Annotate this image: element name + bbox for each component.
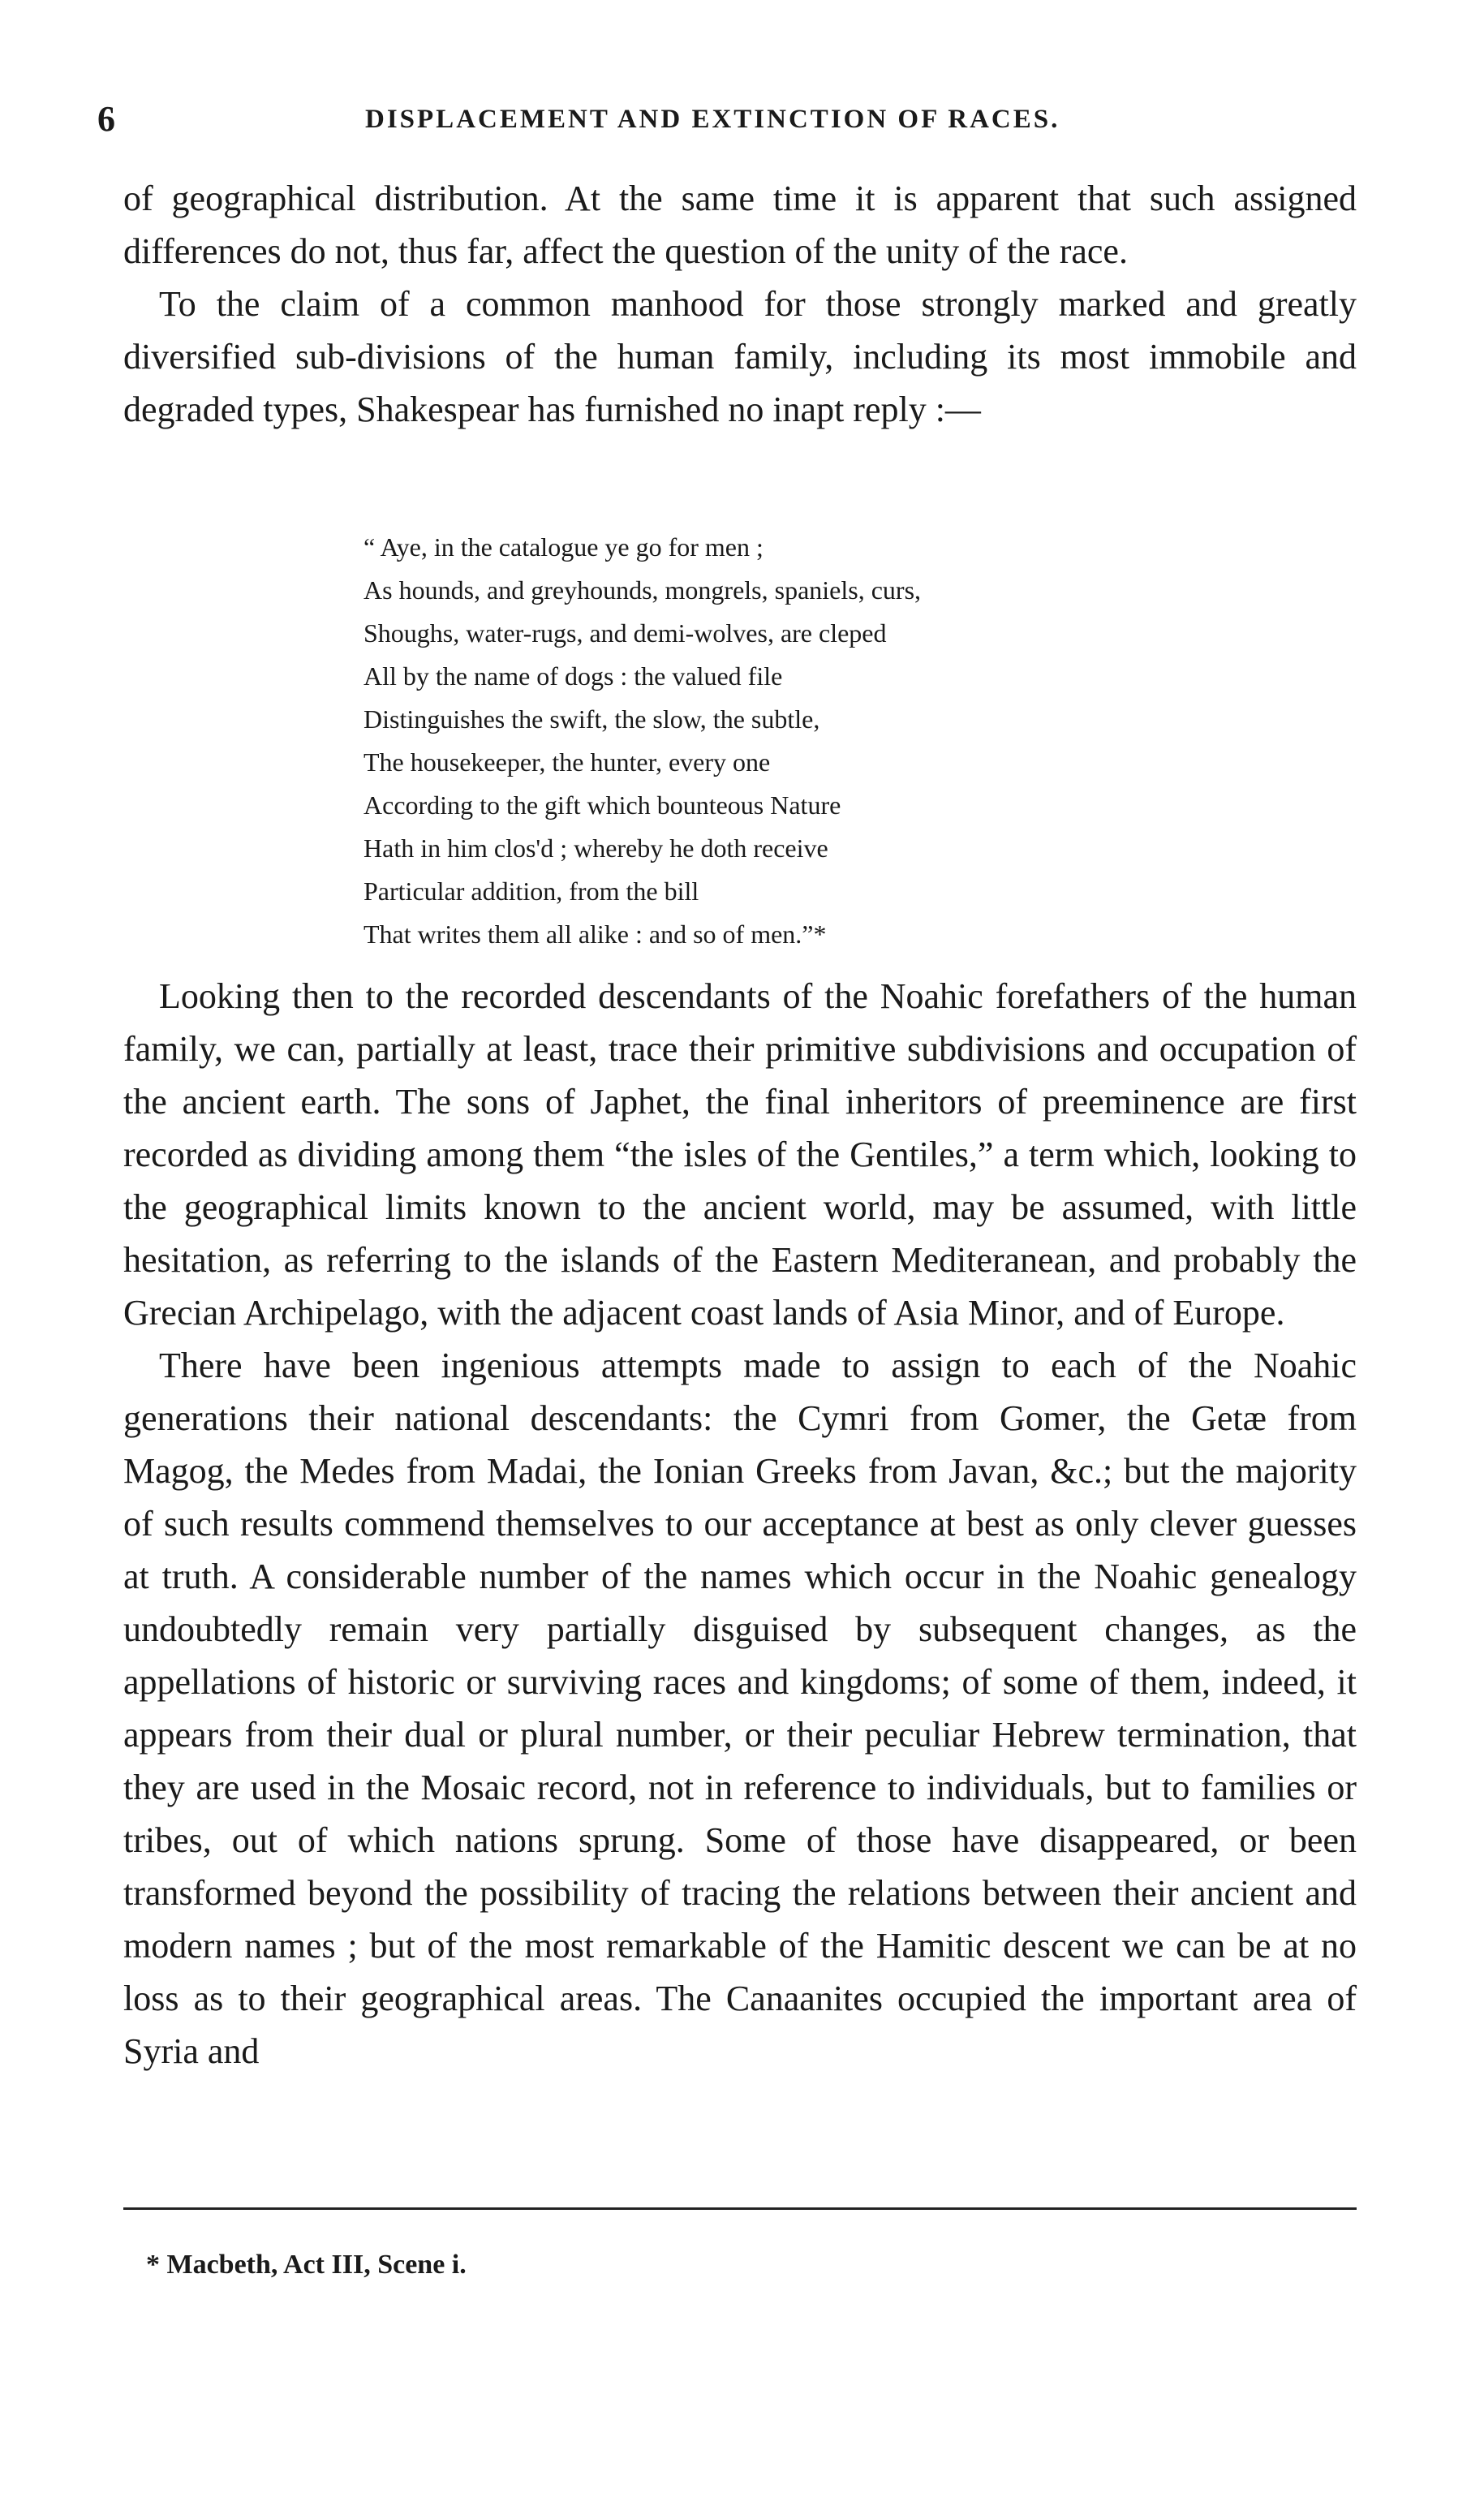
footnote-divider <box>123 2207 1357 2210</box>
quote-line: Distinguishes the swift, the slow, the subtle, <box>363 704 820 734</box>
block-quotation <box>363 526 1256 956</box>
quote-line: Shoughs, water-rugs, and demi-wolves, are cleped <box>363 618 887 648</box>
quote-line: As hounds, and greyhounds, mongrels, spaniels, curs, <box>363 575 922 605</box>
paragraph-continuation: of geographical distribution. At the same time it is apparent that such assigned differences do not, thus far, affect the question of the unity of the race. <box>123 179 1357 271</box>
quote-line: “ Aye, in the catalogue ye go for men ; <box>363 532 764 562</box>
paragraph-noahic-descendants: Looking then to the recorded descendants of the Noahic forefathers of the human family, we can, partially at least, trace their primitive subdivisions and occupation of the ancient earth. The sons of Japhet, the final inheritors of preeminence are first recorded as dividing among them “the isles of the Gentiles,” a term which, looking to the geographical limits known to the ancient world, may be assumed, with little hesitation, as referring to the islands of the Eastern Mediteranean, and probably the Grecian Archipelago, with the adjacent coast lands of Asia Minor, and of Europe. <box>123 976 1357 1333</box>
quote-line: According to the gift which bounteous Nature <box>363 790 841 820</box>
text-block-upper <box>123 172 1357 436</box>
quote-line: Hath in him clos'd ; whereby he doth receive <box>363 833 828 863</box>
page-number: 6 <box>97 99 115 139</box>
running-head <box>97 91 1371 148</box>
paragraph-shakespear-intro: To the claim of a common manhood for those strongly marked and greatly diversified sub-divisions of the human family, including its most immobile and degraded types, Shakespear has furnished no inapt reply :— <box>123 284 1357 429</box>
quote-line: That writes them all alike : and so of men.”* <box>363 919 827 949</box>
running-title: DISPLACEMENT AND EXTINCTION OF RACES. <box>365 105 1060 134</box>
quote-line: Particular addition, from the bill <box>363 876 699 906</box>
footnote: * Macbeth, Act III, Scene i. <box>146 2250 467 2280</box>
paragraph-national-descendants: There have been ingenious attempts made to assign to each of the Noahic generations their national descendants: the Cymri from Gomer, the Getæ from Magog, the Medes from Madai, the Ionian Greeks from Javan, &c.; but the majority of such results commend themselves to our acceptance at best as only clever guesses at truth. A considerable number of the names which occur in the Noahic genealogy undoubtedly remain very partially disguised by subsequent changes, as the appellations of historic or surviving races and kingdoms; of some of them, indeed, it appears from their dual or plural number, or their peculiar Hebrew termination, that they are used in the Mosaic record, not in reference to individuals, but to families or tribes, out of which nations sprung. Some of those have disappeared, or been transformed beyond the possibility of tracing the relations between their ancient and modern names ; but of the most remarkable of the Hamitic descent we can be at no loss as to their geographical areas. The Canaanites occupied the important area of Syria and <box>123 1346 1357 2071</box>
quote-line: All by the name of dogs : the valued file <box>363 661 783 691</box>
text-block-lower <box>123 970 1357 2078</box>
quote-line: The housekeeper, the hunter, every one <box>363 747 771 777</box>
